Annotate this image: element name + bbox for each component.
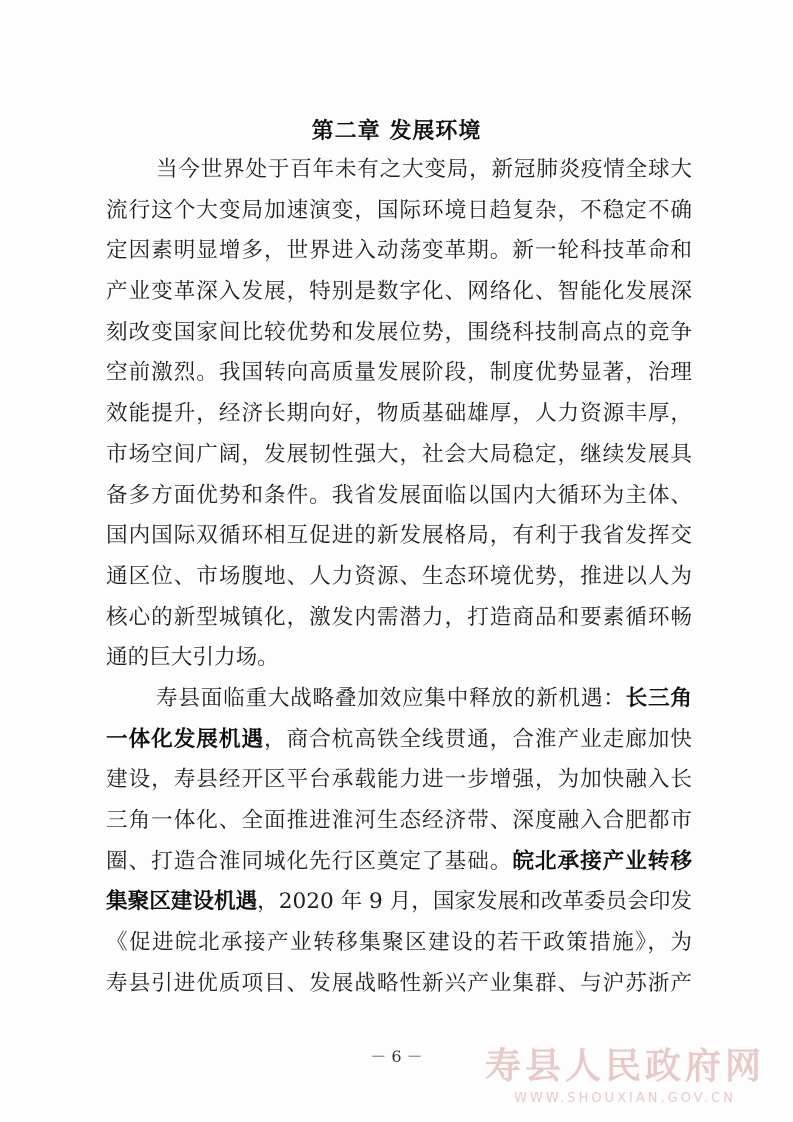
paragraph-development-environment <box>106 150 692 679</box>
site-watermark <box>485 1046 765 1108</box>
text-run: 圈、打造合淮同城化先行区奠定了基础。 <box>106 848 513 874</box>
text-line: 备多方面优势和条件。我省发展面临以国内大循环为主体、 <box>106 482 692 508</box>
text-line <box>106 720 692 761</box>
highlight-cluster-opportunity: 集聚区建设机遇 <box>106 889 258 915</box>
text-line <box>106 842 692 883</box>
page-number: － 6 － <box>370 1047 423 1066</box>
text-line <box>106 679 692 720</box>
text-run: 寿县面临重大战略叠加效应集中释放的新机遇： <box>156 686 626 711</box>
text-line: 通的巨大引力场。 <box>106 645 279 671</box>
highlight-integration-opportunity: 一体化发展机遇 <box>106 726 265 752</box>
highlight-north-anhui: 皖北承接产业转移 <box>512 848 692 874</box>
highlight-yangtze-delta: 长三角 <box>625 686 692 711</box>
text-line: 通区位、市场腹地、人力资源、生态环境优势，推进以人为 <box>106 563 692 589</box>
text-line: 三角一体化、全面推进淮河生态经济带、深度融入合肥都市 <box>106 808 692 834</box>
text-line: 流行这个大变局加速演变，国际环境日趋复杂，不稳定不确 <box>106 197 692 223</box>
text-line: 定因素明显增多，世界进入动荡变革期。新一轮科技革命和 <box>106 238 692 264</box>
text-run: ，商合杭高铁全线贯通，合淮产业走廊加快 <box>264 726 692 752</box>
text-line: 寿县引进优质项目、发展战略性新兴产业集群、与沪苏浙产 <box>106 970 692 996</box>
text-line: 市场空间广阔，发展韧性强大，社会大局稳定，继续发展具 <box>106 441 692 467</box>
paragraph-new-opportunities <box>106 679 692 1005</box>
text-line: 建设，寿县经开区平台承载能力进一步增强，为加快融入长 <box>106 767 692 793</box>
text-run: ，2020 年 9 月，国家发展和改革委员会印发 <box>257 889 692 915</box>
text-line <box>106 882 692 923</box>
text-line: 国内国际双循环相互促进的新发展格局，有利于我省发挥交 <box>106 523 692 549</box>
chapter-title: 第二章 发展环境 <box>311 119 482 144</box>
watermark-chinese: 寿县人民政府网 <box>484 1045 765 1087</box>
text-line: 效能提升，经济长期向好，物质基础雄厚，人力资源丰厚， <box>106 401 692 427</box>
text-line: 刻改变国家间比较优势和发展位势，围绕科技制高点的竞争 <box>106 319 692 345</box>
watermark-url: WWW.SHOUXIAN.GOV.CN <box>514 1091 736 1106</box>
text-line: 核心的新型城镇化，激发内需潜力，打造商品和要素循环畅 <box>106 604 692 630</box>
text-line: 产业变革深入发展，特别是数字化、网络化、智能化发展深 <box>106 279 692 305</box>
text-line: 空前激烈。我国转向高质量发展阶段，制度优势显著，治理 <box>106 360 692 386</box>
text-line: 当今世界处于百年未有之大变局，新冠肺炎疫情全球大 <box>156 157 692 182</box>
text-line: 《促进皖北承接产业转移集聚区建设的若干政策措施》，为 <box>106 930 692 956</box>
